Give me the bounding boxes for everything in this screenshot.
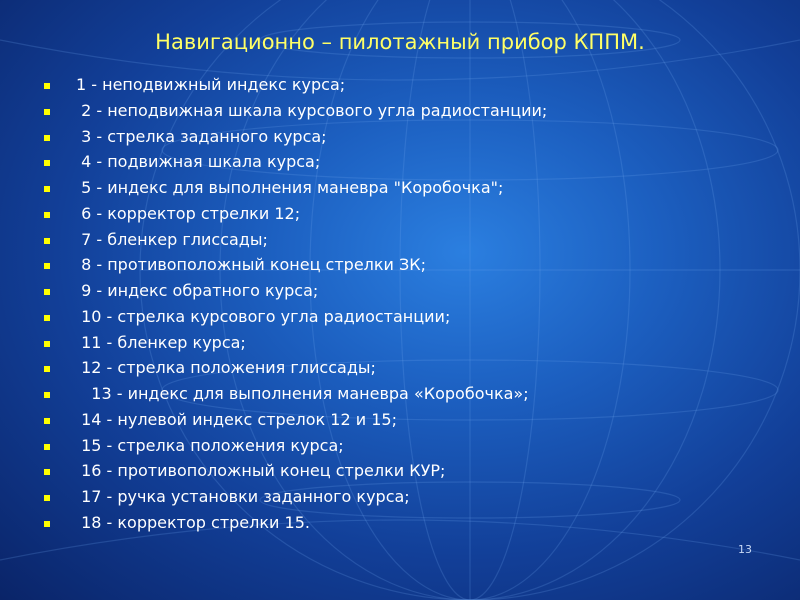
device-parts-list xyxy=(0,72,780,536)
list-item xyxy=(0,433,780,459)
bullet-icon xyxy=(44,315,50,321)
list-item xyxy=(0,98,780,124)
list-item xyxy=(0,175,780,201)
list-item xyxy=(0,407,780,433)
bullet-icon xyxy=(44,263,50,269)
list-item-label: 16 - противоположный конец стрелки КУР; xyxy=(76,461,446,481)
list-item-label: 1 - неподвижный индекс курса; xyxy=(76,75,346,94)
list-item xyxy=(0,484,780,510)
list-item xyxy=(0,381,780,407)
bullet-icon xyxy=(44,392,50,398)
bullet-icon xyxy=(44,109,50,115)
bullet-icon xyxy=(44,186,50,192)
bullet-icon xyxy=(44,341,50,347)
list-item-label: 17 - ручка установки заданного курса; xyxy=(76,487,410,506)
list-item xyxy=(0,458,780,484)
list-item xyxy=(0,355,780,381)
bullet-icon xyxy=(44,444,50,450)
list-item xyxy=(0,124,780,150)
list-item-label: 18 - корректор стрелки 15. xyxy=(76,512,310,532)
slide-title: Навигационно – пилотажный прибор КППМ. xyxy=(155,30,645,54)
list-item-label: 12 - стрелка положения глиссады; xyxy=(76,358,376,378)
list-item xyxy=(0,304,780,330)
list-item-label: 10 - стрелка курсового угла радиостанции; xyxy=(76,306,451,326)
list-item-label: 2 - неподвижная шкала курсового угла радиостанции; xyxy=(76,100,548,120)
bullet-icon xyxy=(44,289,50,295)
bullet-icon xyxy=(44,212,50,218)
list-item xyxy=(0,510,780,536)
bullet-icon xyxy=(44,83,50,89)
bullet-icon xyxy=(44,366,50,372)
list-item xyxy=(0,149,780,175)
bullet-icon xyxy=(44,495,50,501)
list-item-label: 3 - стрелка заданного курса; xyxy=(76,126,327,146)
list-item-label: 7 - бленкер глиссады; xyxy=(76,229,268,249)
list-item xyxy=(0,278,780,304)
bullet-icon xyxy=(44,418,50,424)
list-item xyxy=(0,72,780,98)
list-item xyxy=(0,227,780,253)
list-item-label: 4 - подвижная шкала курса; xyxy=(76,152,321,172)
list-item-label: 6 - корректор стрелки 12; xyxy=(76,203,301,223)
list-item-label: 11 - бленкер курса; xyxy=(76,332,246,352)
list-item-label: 9 - индекс обратного курса; xyxy=(76,281,319,300)
bullet-icon xyxy=(44,238,50,244)
bullet-icon xyxy=(44,521,50,527)
list-item xyxy=(0,252,780,278)
list-item-label: 5 - индекс для выполнения маневра "Коробочка"; xyxy=(76,178,504,197)
list-item-label: 15 - стрелка положения курса; xyxy=(76,435,344,455)
bullet-icon xyxy=(44,160,50,166)
bullet-icon xyxy=(44,135,50,141)
bullet-icon xyxy=(44,469,50,475)
list-item xyxy=(0,201,780,227)
list-item-label: 14 - нулевой индекс стрелок 12 и 15; xyxy=(76,409,397,429)
list-item xyxy=(0,330,780,356)
list-item-label: 13 - индекс для выполнения маневра «Коробочка»; xyxy=(76,384,529,403)
list-item-label: 8 - противоположный конец стрелки ЗК; xyxy=(76,255,427,275)
page-number: 13 xyxy=(738,543,752,556)
